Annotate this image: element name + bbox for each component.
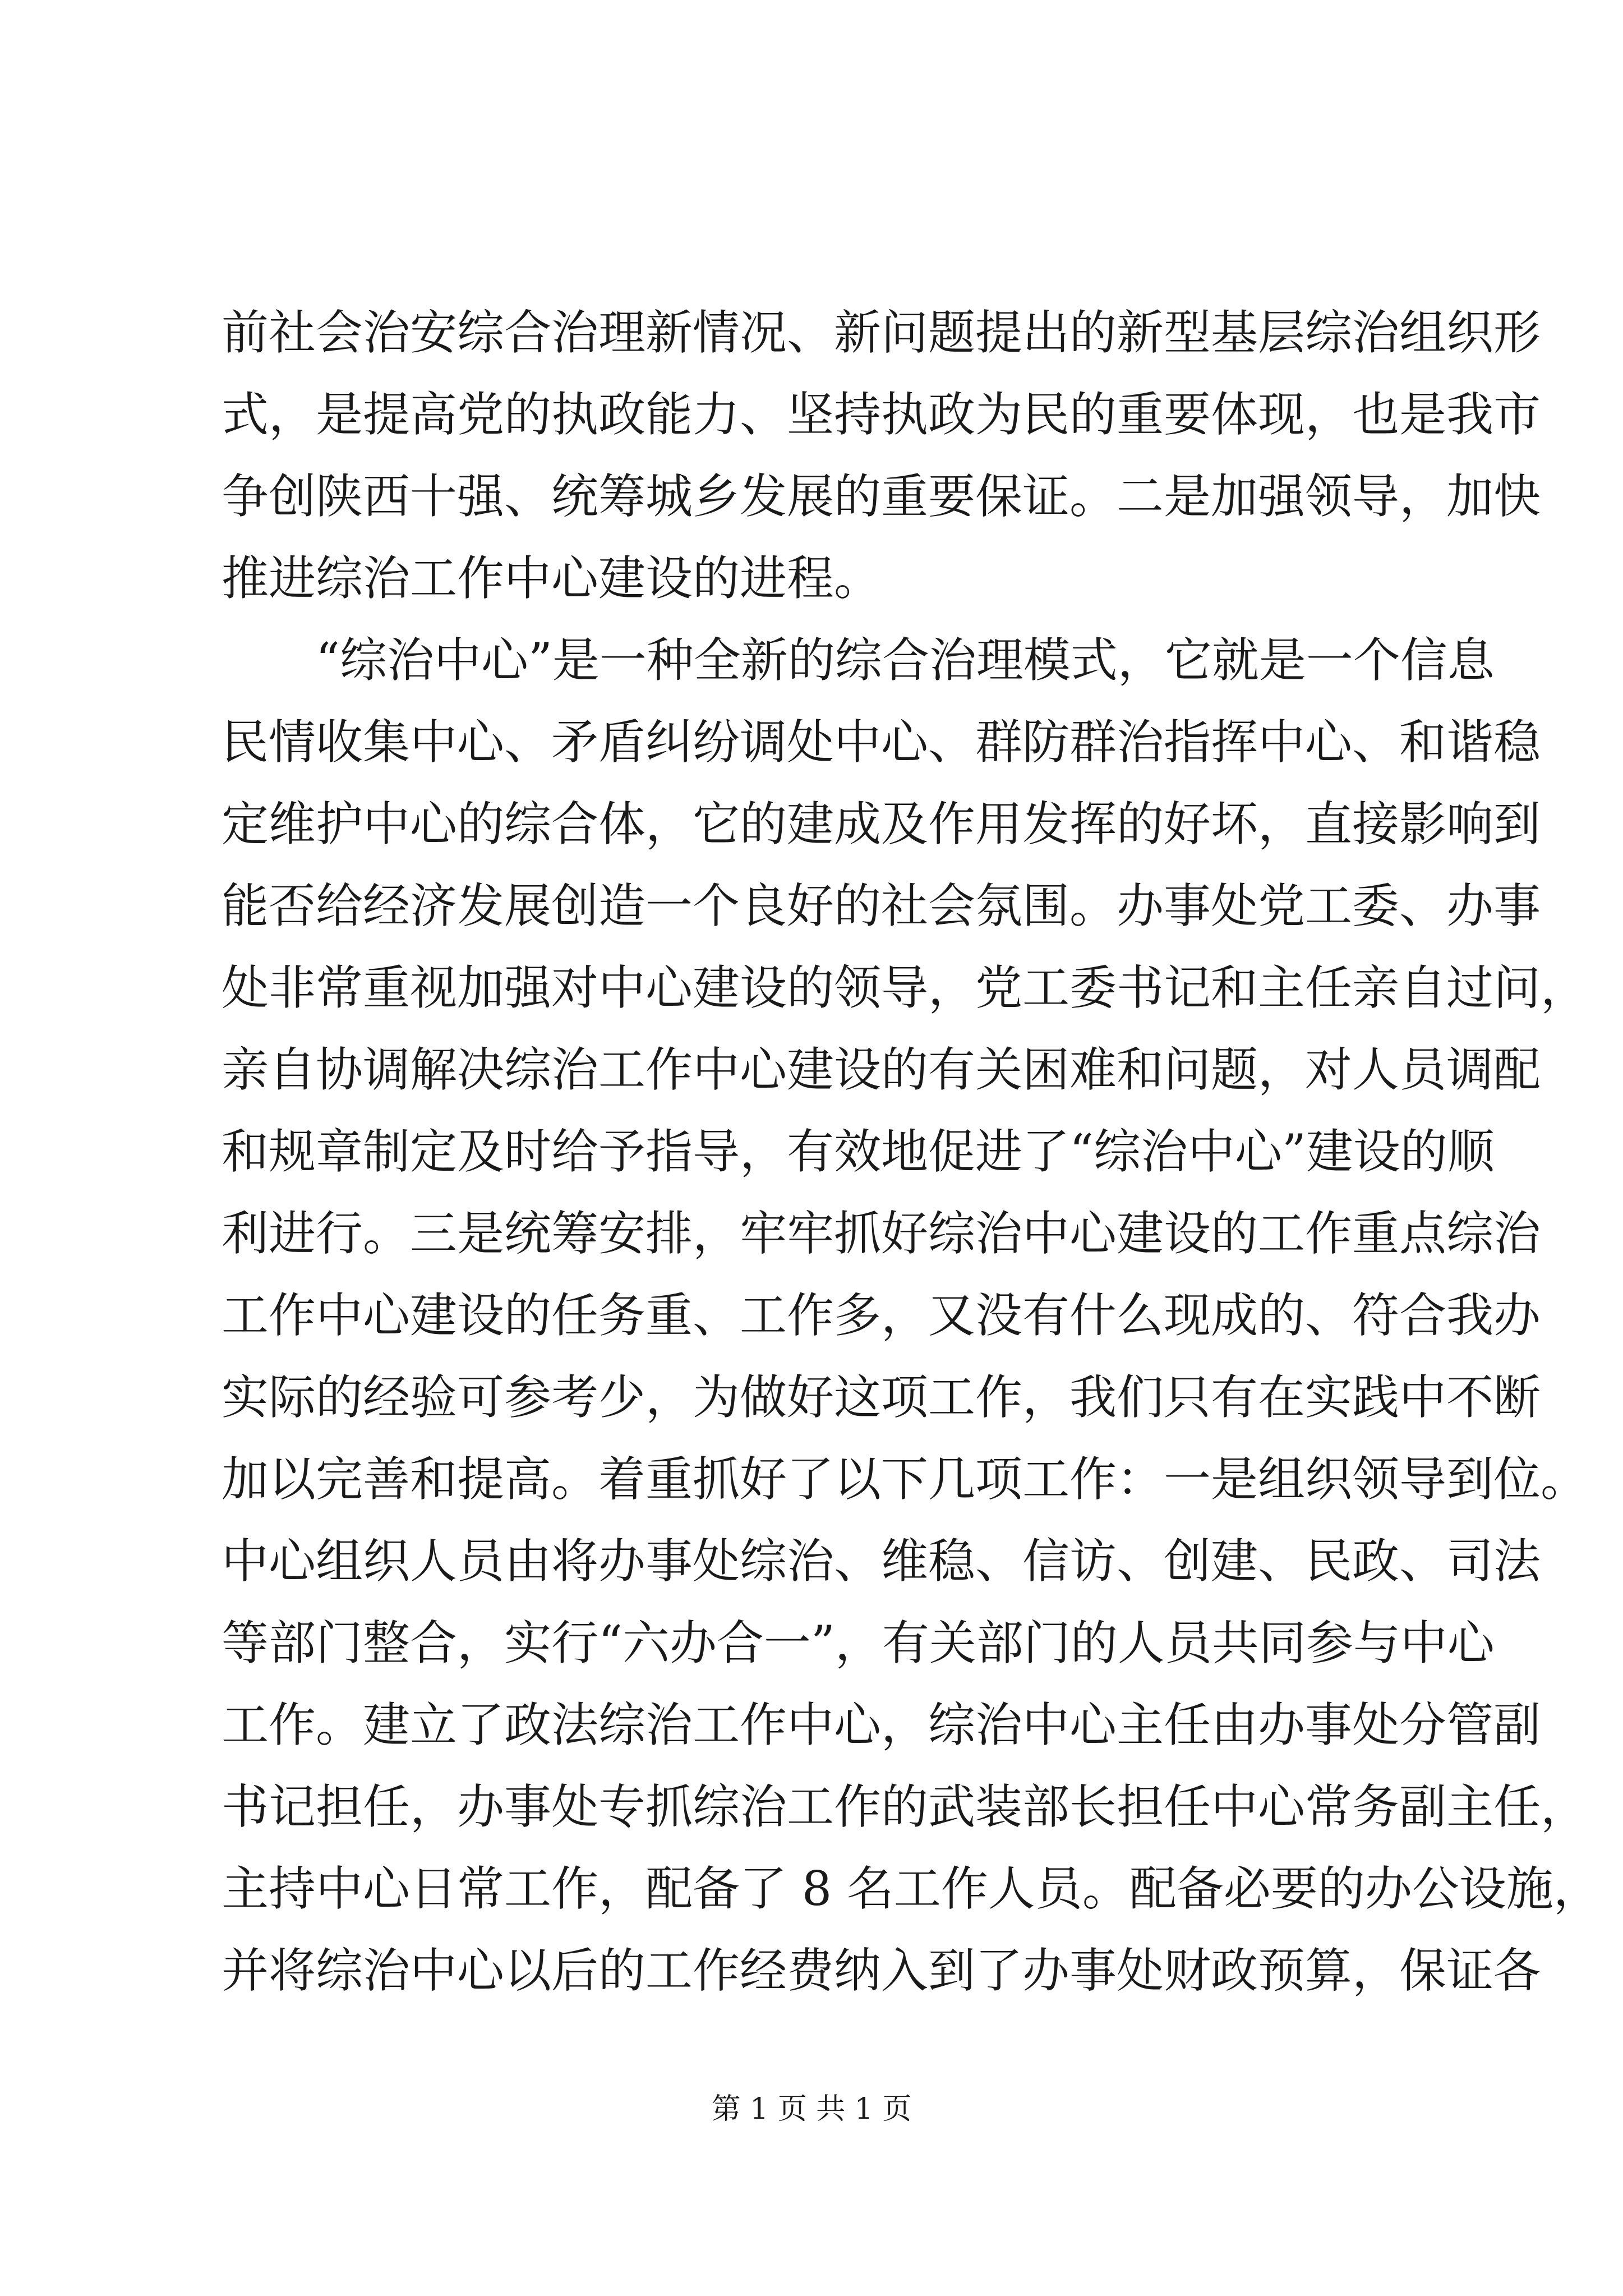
text-line: 实际的经验可参考少，为做好这项工作，我们只有在实践中不断 [222,1370,1541,1425]
text-line: 民情收集中心、矛盾纠纷调处中心、群防群治指挥中心、和谐稳 [222,715,1541,770]
text-line: 工作。建立了政法综治工作中心，综治中心主任由办事处分管副 [222,1697,1541,1752]
paragraph-first-line: “综治中心”是一种全新的综合治理模式，它就是一个信息 [316,633,1495,688]
text-line: 中心组织人员由将办事处综治、维稳、信访、创建、民政、司法 [222,1534,1541,1589]
text-line: 推进综治工作中心建设的进程。 [222,551,882,606]
text-line: 工作中心建设的任务重、工作多，又没有什么现成的、符合我办 [222,1288,1541,1343]
text-line: 和规章制定及时给予指导，有效地促进了“综治中心”建设的顺 [222,1124,1495,1179]
text-line: 式，是提高党的执政能力、坚持执政为民的重要体现，也是我市 [222,387,1541,442]
text-line: 能否给经济发展创造一个良好的社会氛围。办事处党工委、办事 [222,878,1541,933]
text-line: 定维护中心的综合体，它的建成及作用发挥的好坏，直接影响到 [222,797,1541,852]
text-line: 等部门整合，实行“六办合一”，有关部门的人员共同参与中心 [222,1616,1495,1671]
body-text [222,292,1601,2012]
text-line: 争创陕西十强、统筹城乡发展的重要保证。二是加强领导，加快 [222,469,1541,524]
text-line: 亲自协调解决综治工作中心建设的有关困难和问题，对人员调配 [222,1042,1541,1097]
page-footer: 第 1 页 共 1 页 [711,2092,912,2126]
text-line: 加以完善和提高。着重抓好了以下几项工作：一是组织领导到位。 [222,1452,1588,1507]
text-line: 书记担任，办事处专抓综治工作的武装部长担任中心常务副主任， [222,1779,1588,1834]
text-line: 处非常重视加强对中心建设的领导，党工委书记和主任亲自过问， [222,960,1588,1015]
text-line: 并将综治中心以后的工作经费纳入到了办事处财政预算，保证各 [222,1943,1541,1998]
text-line: 前社会治安综合治理新情况、新问题提出的新型基层综治组织形 [222,305,1541,360]
text-line: 主持中心日常工作，配备了 8 名工作人员。配备必要的办公设施， [222,1861,1601,1916]
text-line: 利进行。三是统筹安排，牢牢抓好综治中心建设的工作重点综治 [222,1206,1541,1261]
